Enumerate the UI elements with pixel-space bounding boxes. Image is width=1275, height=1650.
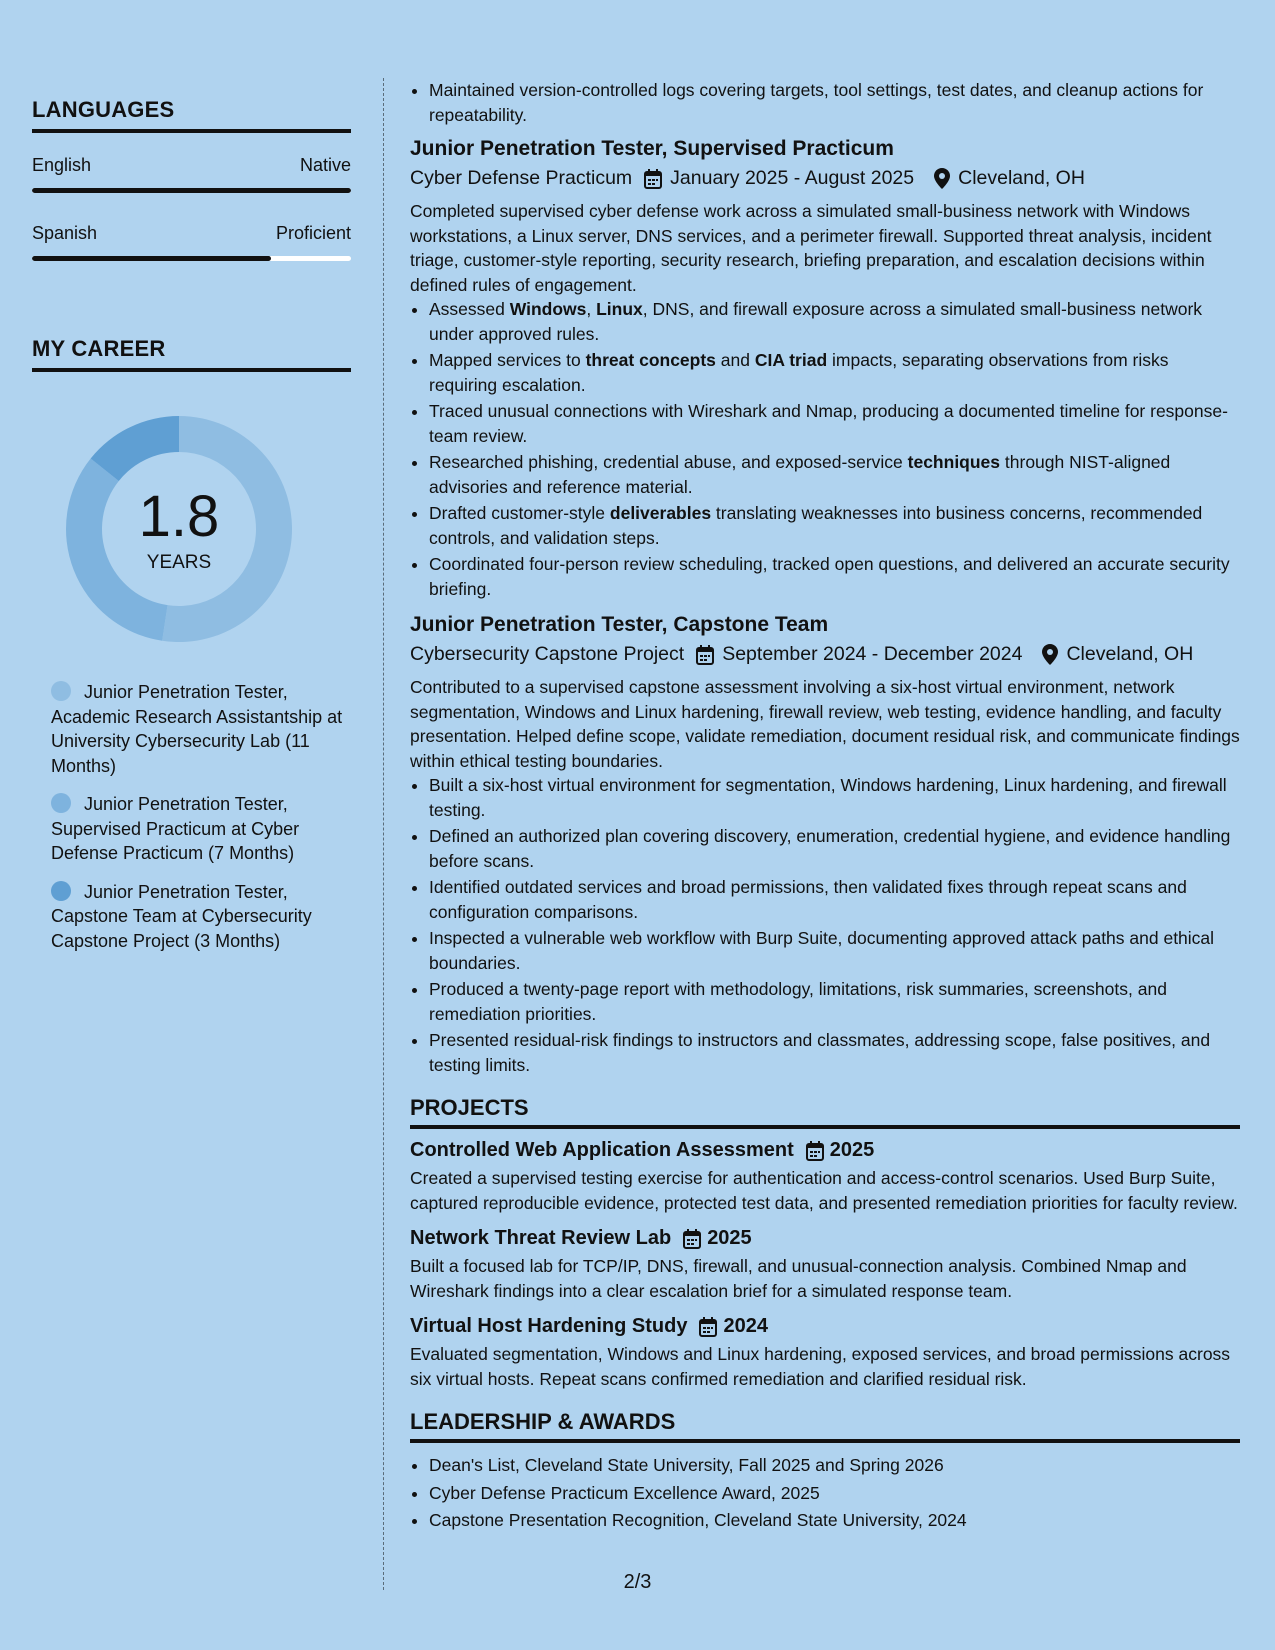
career-legend [32,680,351,953]
project-entry [410,1315,1240,1391]
career-unit: YEARS [146,552,212,573]
awards-heading: LEADERSHIP & AWARDS [410,1409,1240,1443]
project-description: Built a focused lab for TCP/IP, DNS, firewall, and unusual-connection analysis. Combined Nmap and Wireshark findings into a clear escalation brief for a simulated response team. [410,1256,1187,1301]
map-pin-icon [1042,644,1058,665]
list-item: • Assessed Windows, Linux, DNS, and firewall exposure across a simulated small-business network under approved rules. [429,297,1240,346]
main-content [410,78,1240,1536]
language-english [32,155,351,193]
list-item: • Built a six-host virtual environment for segmentation, Windows hardening, Linux hardening, and firewall testing. [429,773,1240,822]
legend-label: Junior Penetration Tester, Academic Research Assistantship at University Cybersecurity Lab (11 Months) [51,682,343,776]
project-entry [410,1227,1240,1303]
list-item: • Mapped services to threat concepts and CIA triad impacts, separating observations from risks requiring escalation. [429,348,1240,397]
job-meta [410,167,1240,190]
project-title: Virtual Host Hardening Study [410,1315,688,1337]
career-section [32,336,351,953]
list-item: • Dean's List, Cleveland State University, Fall 2025 and Spring 2026 [429,1453,1240,1478]
languages-section [32,97,351,261]
carryover-list [410,78,1240,127]
job-bullets [410,773,1240,1077]
legend-dot [51,881,71,901]
language-bar [32,256,351,261]
project-title: Controlled Web Application Assessment [410,1139,794,1161]
calendar-icon [806,1141,824,1161]
job-entry [410,137,1240,601]
language-name: English [32,155,92,175]
job-location: Cleveland, OH [1066,643,1194,665]
page-number: 2/3 [623,1571,652,1593]
column-divider [383,78,384,1590]
list-item: • Maintained version-controlled logs covering targets, tool settings, test dates, and cleanup actions for repeatability. [429,78,1240,127]
legend-item [51,880,351,954]
project-year: 2025 [829,1139,875,1161]
job-bullets [410,297,1240,601]
calendar-icon [696,645,714,665]
projects-section [410,1095,1240,1391]
sidebar [32,60,351,967]
legend-item [51,792,351,866]
awards-section [410,1409,1240,1533]
language-name: Spanish [32,223,98,243]
job-description: Contributed to a supervised capstone assessment involving a six-host virtual environment, network segmentation, Windows and Linux hardening, firewall review, web testing, evidence handling, and faculty presentation. Helped define scope, validate remediation, document residual risk, and communicate findings within ethical testing boundaries. [410,677,1240,771]
project-title: Network Threat Review Lab [410,1227,672,1249]
job-dates: September 2024 - December 2024 [722,643,1023,665]
calendar-icon [699,1317,717,1337]
job-title: Junior Penetration Tester, Capstone Team [410,613,829,636]
projects-heading: PROJECTS [410,1095,1240,1129]
job-org: Cyber Defense Practicum [410,167,633,189]
language-level: Native [299,155,351,175]
project-description: Created a supervised testing exercise for authentication and access-control scenarios. Used Burp Suite, captured reproducible evidence, protected test data, and presented remediation priorities for faculty review. [410,1168,1238,1213]
languages-heading: LANGUAGES [32,97,351,133]
list-item: • Identified outdated services and broad permissions, then validated fixes through repeat scans and configuration comparisons. [429,875,1240,924]
job-meta [410,643,1240,666]
language-bar-fill [32,256,271,261]
job-description: Completed supervised cyber defense work across a simulated small-business network with Windows workstations, a Linux server, DNS services, and a perimeter firewall. Supported threat analysis, incident triage, customer-style reporting, security research, briefing preparation, and escalation decisions within defined rules of engagement. [410,201,1212,295]
project-year: 2025 [707,1227,752,1249]
job-dates: January 2025 - August 2025 [670,167,915,189]
list-item: • Coordinated four-person review scheduling, tracked open questions, and delivered an accurate security briefing. [429,552,1240,601]
list-item: • Cyber Defense Practicum Excellence Award, 2025 [429,1481,1240,1506]
calendar-icon [683,1229,701,1249]
awards-list [410,1453,1240,1533]
job-org: Cybersecurity Capstone Project [410,643,685,665]
project-year: 2024 [723,1315,768,1337]
language-bar-fill [32,188,351,193]
job-entry [410,613,1240,1077]
language-spanish [32,223,351,261]
legend-item [51,680,351,778]
career-donut [64,414,294,644]
legend-label: Junior Penetration Tester, Capstone Team at Cybersecurity Capstone Project (3 Months) [51,881,312,951]
project-description: Evaluated segmentation, Windows and Linux hardening, exposed services, and broad permissions across six virtual hosts. Repeat scans confirmed remediation and clarified residual risk. [410,1344,1231,1389]
list-item: • Presented residual-risk findings to instructors and classmates, addressing scope, false positives, and testing limits. [429,1028,1240,1077]
calendar-icon [644,169,662,189]
map-pin-icon [934,168,950,189]
legend-dot [51,793,71,813]
legend-label: Junior Penetration Tester, Supervised Practicum at Cyber Defense Practicum (7 Months) [51,794,300,863]
list-item: • Traced unusual connections with Wireshark and Nmap, producing a documented timeline for response-team review. [429,399,1240,448]
list-item: • Researched phishing, credential abuse, and exposed-service techniques through NIST-aligned advisories and reference material. [429,450,1240,499]
legend-dot [51,681,71,701]
list-item: • Defined an authorized plan covering discovery, enumeration, credential hygiene, and evidence handling before scans. [429,824,1240,873]
language-bar [32,188,351,193]
career-heading: MY CAREER [32,336,351,372]
language-level: Proficient [275,223,351,243]
career-total: 1.8 [138,484,220,549]
list-item: • Produced a twenty-page report with methodology, limitations, risk summaries, screenshots, and remediation priorities. [429,977,1240,1026]
list-item: • Inspected a vulnerable web workflow with Burp Suite, documenting approved attack paths and ethical boundaries. [429,926,1240,975]
list-item: • Capstone Presentation Recognition, Cleveland State University, 2024 [429,1508,1240,1533]
project-entry [410,1139,1240,1215]
job-title: Junior Penetration Tester, Supervised Practicum [410,137,894,160]
list-item: • Drafted customer-style deliverables translating weaknesses into business concerns, recommended controls, and validation steps. [429,501,1240,550]
job-location: Cleveland, OH [958,167,1085,189]
